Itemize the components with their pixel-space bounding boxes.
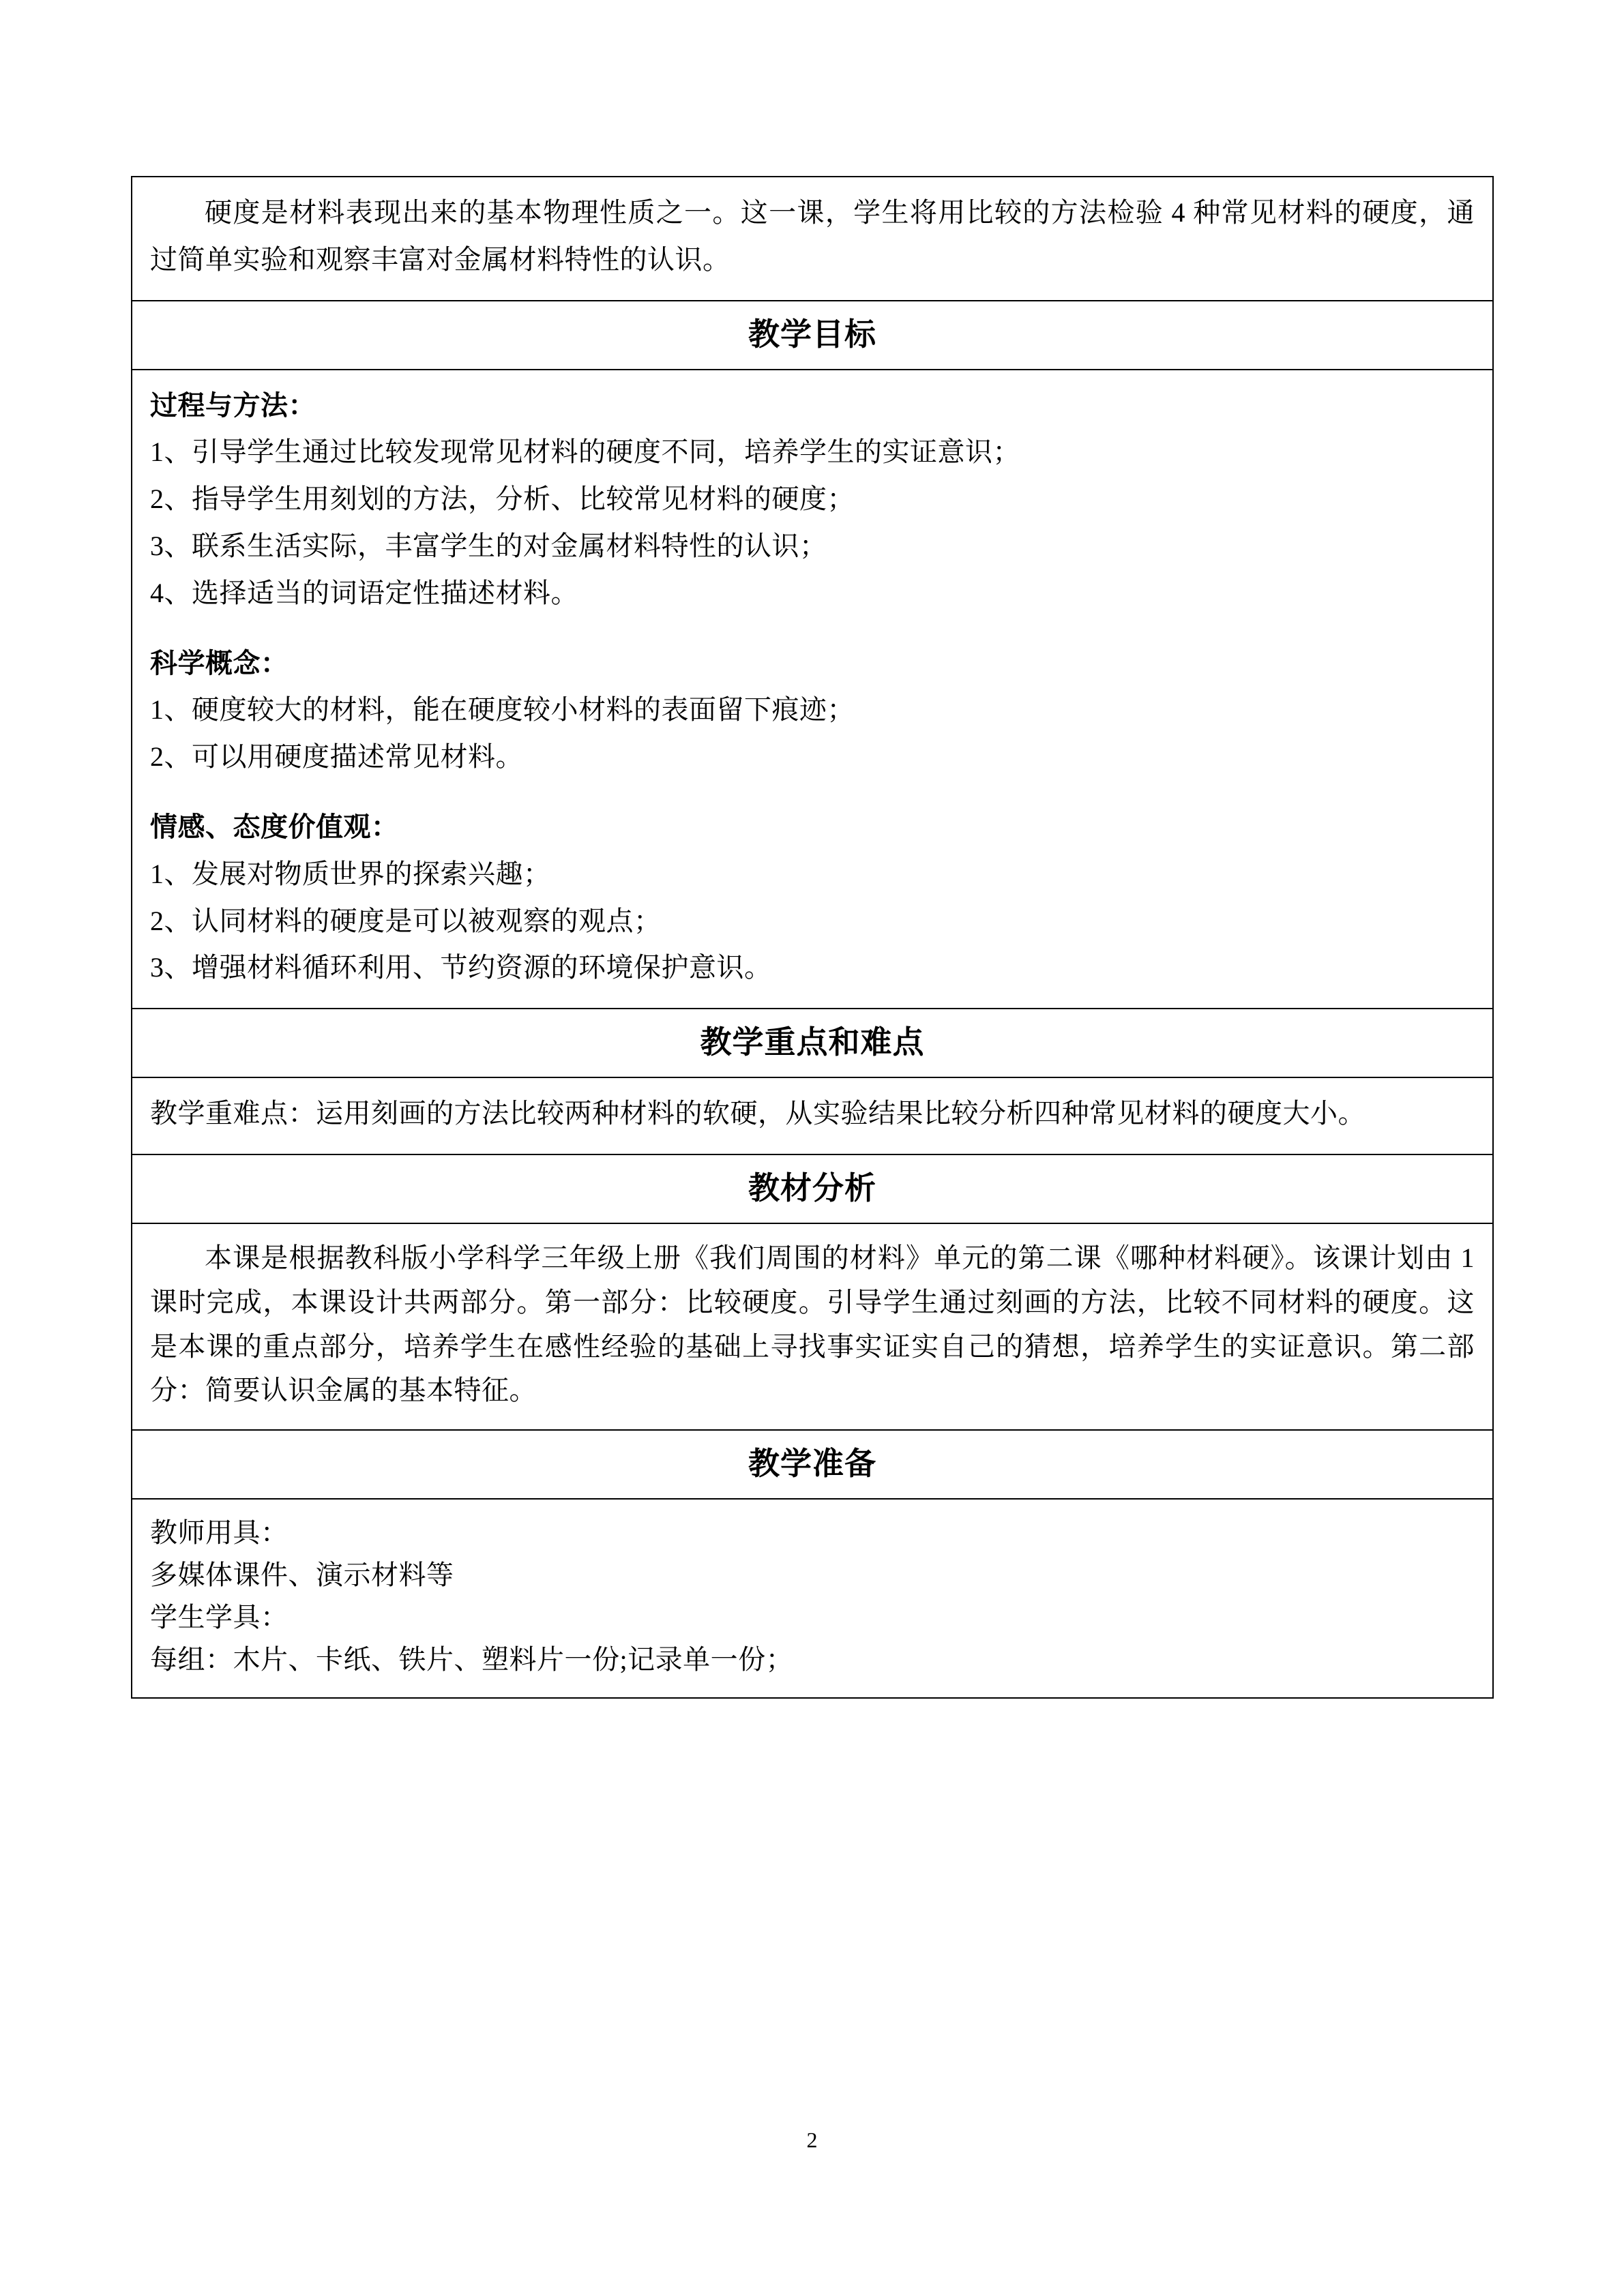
key-points-label: 教学重难点：: [150, 1098, 316, 1129]
preparation-heading-wrapper: [132, 1431, 1492, 1498]
table-row-material-analysis-heading: [132, 1154, 1493, 1223]
key-points-paragraph: [150, 1090, 1475, 1137]
preparation-line: 多媒体课件、演示材料等: [150, 1560, 454, 1591]
objective-item: 1、引导学生通过比较发现常见材料的硬度不同，培养学生的实证意识；: [150, 436, 1020, 468]
page-footer: [0, 2128, 1624, 2153]
table-row-key-points-body: [132, 1077, 1493, 1154]
table-row-material-analysis-body: [132, 1223, 1493, 1430]
objective-item: 3、增强材料循环利用、节约资源的环境保护意识。: [150, 952, 772, 983]
group-label-attitudes-values: 情感、态度价值观：: [150, 811, 399, 842]
key-points-body-content: [132, 1078, 1492, 1154]
preparation-heading-cell: [132, 1430, 1493, 1499]
objectives-body-cell: [132, 370, 1493, 1009]
objective-item: 3、联系生活实际，丰富学生的对金属材料特性的认识；: [150, 530, 827, 561]
section-heading-objectives: 教学目标: [748, 316, 876, 352]
group-label-process-methods: 过程与方法：: [150, 389, 316, 421]
key-points-text: 运用刻画的方法比较两种材料的软硬，从实验结果比较分析四种常见材料的硬度大小。: [316, 1098, 1365, 1129]
section-heading-preparation: 教学准备: [748, 1446, 876, 1482]
table-row-objectives-body: [132, 370, 1493, 1009]
material-analysis-paragraph: 本课是根据教科版小学科学三年级上册《我们周围的材料》单元的第二课《哪种材料硬》。该课计划由 1 课时完成，本课设计共两部分。第一部分：比较硬度。引导学生通过刻画的方法，比较不同材料的硬度。这是本课的重点部分，培养学生在感性经验的基础上寻找事实证实自己的猜想，培养学生的实证意识。第二部分：简要认识金属的基本特征。: [150, 1242, 1475, 1406]
section-heading-material-analysis: 教材分析: [748, 1170, 876, 1206]
objective-item: 2、认同材料的硬度是可以被观察的观点；: [150, 905, 662, 936]
preparation-line: 每组：木片、卡纸、铁片、塑料片一份;记录单一份；: [150, 1644, 794, 1675]
lesson-plan-table: [131, 176, 1494, 1699]
objective-item: 2、可以用硬度描述常见材料。: [150, 741, 523, 773]
objectives-heading-wrapper: [132, 301, 1492, 369]
section-heading-key-points: 教学重点和难点: [700, 1025, 925, 1060]
table-row-objectives-heading: [132, 301, 1493, 370]
table-row-intro: [132, 177, 1493, 301]
intro-paragraph: 硬度是材料表现出来的基本物理性质之一。这一课，学生将用比较的方法检验 4 种常见材料的硬度，通过简单实验和观察丰富对金属材料特性的认识。: [150, 197, 1475, 275]
spacer: [150, 781, 1475, 804]
material-analysis-body-cell: [132, 1223, 1493, 1430]
group-label-science-concepts: 科学概念：: [150, 647, 289, 679]
page-number: 2: [806, 2128, 818, 2152]
preparation-line: 教师用具：: [150, 1517, 289, 1549]
objective-item: 2、指导学生用刻划的方法，分析、比较常见材料的硬度；: [150, 483, 855, 515]
objective-item: 1、硬度较大的材料，能在硬度较小材料的表面留下痕迹；: [150, 694, 855, 726]
key-points-body-cell: [132, 1077, 1493, 1154]
spacer: [150, 617, 1475, 640]
objectives-body-content: [132, 370, 1492, 1009]
objective-item: 4、选择适当的词语定性描述材料。: [150, 577, 578, 608]
intro-cell: [132, 177, 1493, 301]
key-points-heading-cell: [132, 1009, 1493, 1077]
material-analysis-heading-cell: [132, 1154, 1493, 1223]
table-row-preparation-body: [132, 1499, 1493, 1698]
preparation-line: 学生学具：: [150, 1602, 289, 1633]
material-analysis-heading-wrapper: [132, 1155, 1492, 1223]
key-points-heading-wrapper: [132, 1009, 1492, 1077]
objective-item: 1、发展对物质世界的探索兴趣；: [150, 858, 551, 889]
preparation-body-content: [132, 1500, 1492, 1697]
lesson-plan-table-wrapper: [131, 176, 1494, 1699]
objectives-heading-cell: [132, 301, 1493, 370]
material-analysis-body-content: [132, 1224, 1492, 1429]
table-row-key-points-heading: [132, 1009, 1493, 1077]
intro-cell-content: [132, 177, 1492, 300]
table-row-preparation-heading: [132, 1430, 1493, 1499]
preparation-body-cell: [132, 1499, 1493, 1698]
